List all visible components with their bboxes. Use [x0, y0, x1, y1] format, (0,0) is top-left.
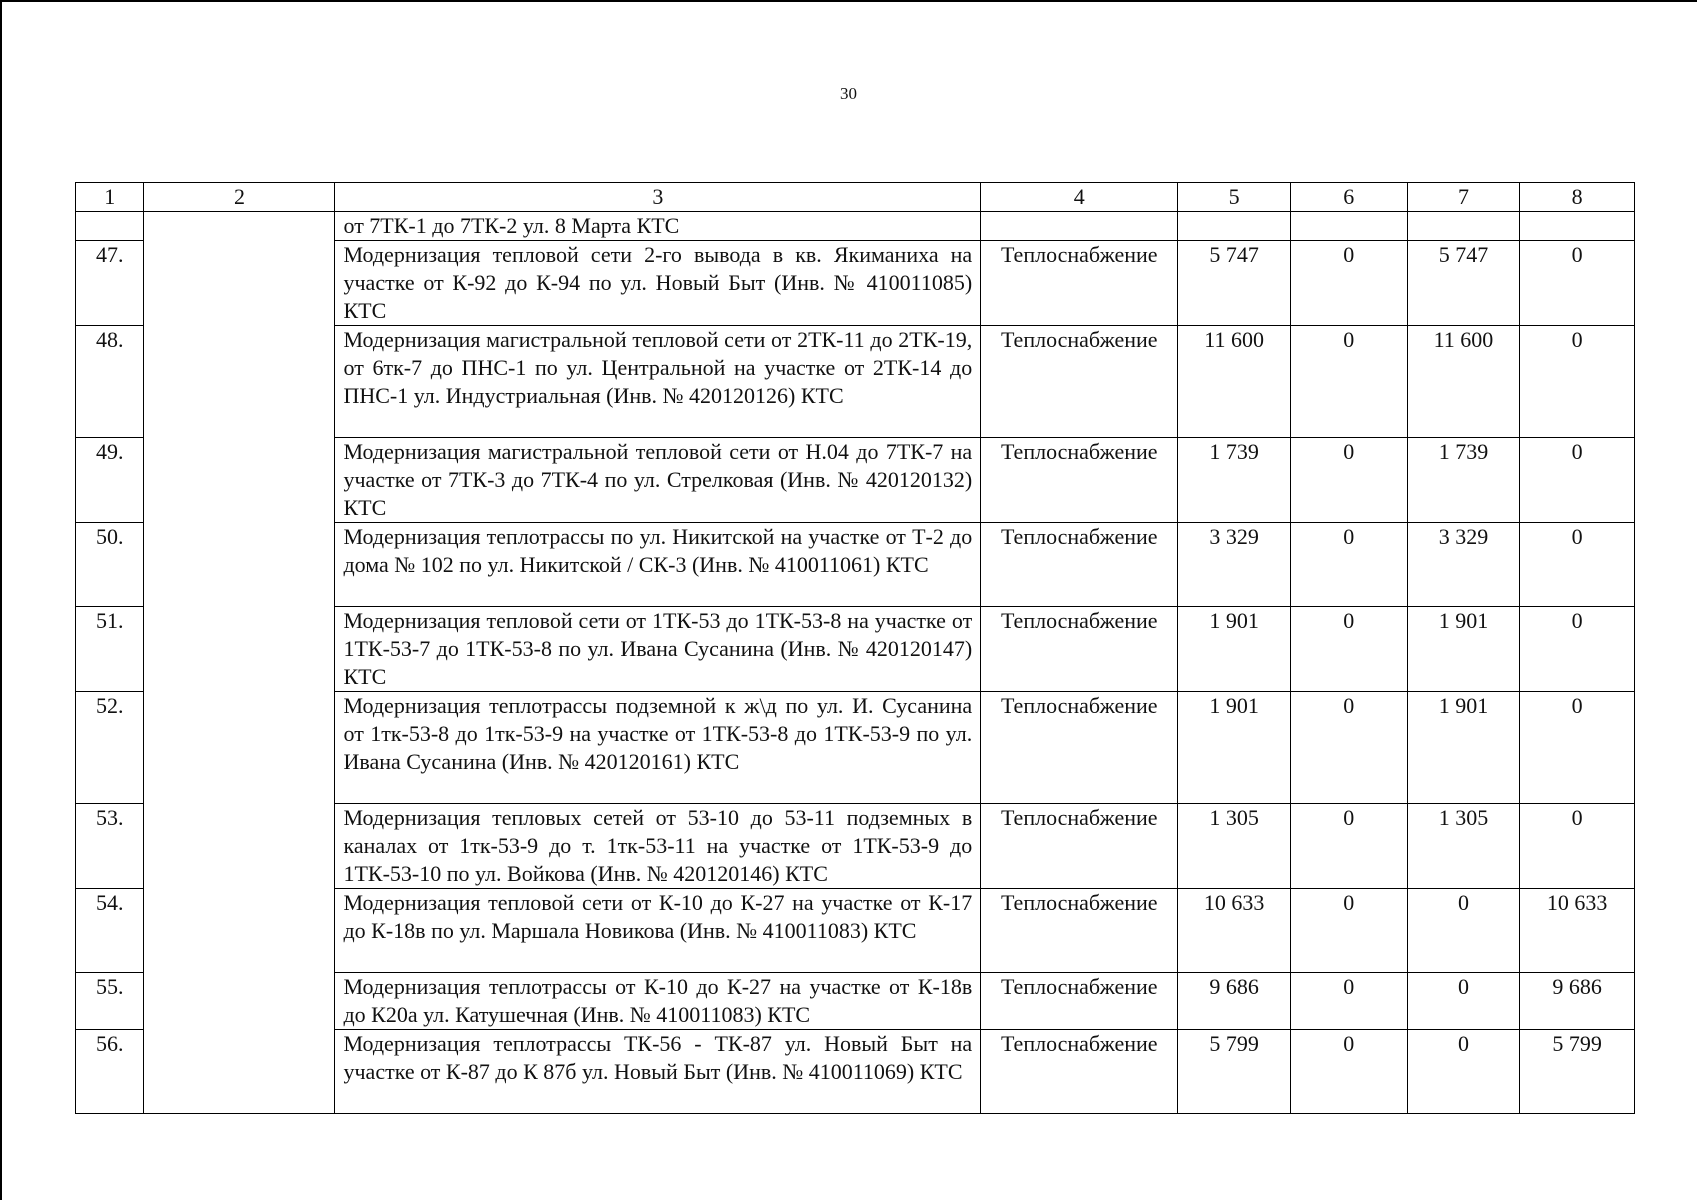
- row-category-cell: Теплоснабжение: [981, 889, 1178, 973]
- header-col-1: 1: [76, 183, 144, 212]
- continuation-num-cell: [76, 212, 144, 241]
- row-col7-cell: 1 901: [1407, 692, 1520, 804]
- row-col7-cell: 0: [1407, 1030, 1520, 1114]
- row-col7-cell: 3 329: [1407, 523, 1520, 607]
- row-number-cell: 52.: [76, 692, 144, 804]
- row-col8-cell: 0: [1520, 326, 1635, 438]
- row-col7-cell: 11 600: [1407, 326, 1520, 438]
- row-col7-cell: 1 305: [1407, 804, 1520, 889]
- row-col5-cell: 1 901: [1178, 607, 1291, 692]
- row-col8-cell: 5 799: [1520, 1030, 1635, 1114]
- row-col8-cell: 0: [1520, 241, 1635, 326]
- row-number-cell: 50.: [76, 523, 144, 607]
- row-description-cell: Модернизация теплотрассы по ул. Никитской на участке от Т-2 до дома № 102 по ул. Никитской / СК-3 (Инв. № 410011061) КТС: [335, 523, 981, 607]
- row-col6-cell: 0: [1290, 973, 1407, 1030]
- row-description-cell: Модернизация магистральной тепловой сети от Н.04 до 7ТК-7 на участке от 7ТК-3 до 7ТК-4 по ул. Стрелковая (Инв. № 420120132) КТС: [335, 438, 981, 523]
- row-col6-cell: 0: [1290, 692, 1407, 804]
- row-description-cell: Модернизация тепловых сетей от 53-10 до 53-11 подземных в каналах от 1тк-53-9 до т. 1тк-53-11 на участке от 1ТК-53-9 до 1ТК-53-10 по ул. Войкова (Инв. № 420120146) КТС: [335, 804, 981, 889]
- row-category-cell: Теплоснабжение: [981, 1030, 1178, 1114]
- continuation-c8-cell: [1520, 212, 1635, 241]
- row-number-cell: 49.: [76, 438, 144, 523]
- row-col7-cell: 0: [1407, 973, 1520, 1030]
- row-col6-cell: 0: [1290, 607, 1407, 692]
- row-number-cell: 51.: [76, 607, 144, 692]
- header-col-8: 8: [1520, 183, 1635, 212]
- group-cell: [144, 212, 335, 1114]
- row-description-cell: Модернизация магистральной тепловой сети от 2ТК-11 до 2ТК-19, от 6тк-7 до ПНС-1 по ул. Центральной на участке от 2ТК-14 до ПНС-1 ул. Индустриальная (Инв. № 420120126) КТС: [335, 326, 981, 438]
- page-edge-top: [0, 0, 1697, 2]
- header-col-6: 6: [1290, 183, 1407, 212]
- row-col8-cell: 9 686: [1520, 973, 1635, 1030]
- row-description-cell: Модернизация тепловой сети 2-го вывода в кв. Якиманиха на участке от К-92 до К-94 по ул. Новый Быт (Инв. № 410011085) КТС: [335, 241, 981, 326]
- row-col8-cell: 0: [1520, 692, 1635, 804]
- row-col5-cell: 3 329: [1178, 523, 1291, 607]
- continuation-row: [76, 212, 1635, 241]
- row-col8-cell: 0: [1520, 438, 1635, 523]
- header-col-7: 7: [1407, 183, 1520, 212]
- row-col6-cell: 0: [1290, 241, 1407, 326]
- row-category-cell: Теплоснабжение: [981, 326, 1178, 438]
- row-category-cell: Теплоснабжение: [981, 438, 1178, 523]
- continuation-c5-cell: [1178, 212, 1291, 241]
- header-col-5: 5: [1178, 183, 1291, 212]
- header-col-4: 4: [981, 183, 1178, 212]
- row-col5-cell: 5 747: [1178, 241, 1291, 326]
- row-number-cell: 55.: [76, 973, 144, 1030]
- row-col5-cell: 5 799: [1178, 1030, 1291, 1114]
- continuation-desc-cell: от 7ТК-1 до 7ТК-2 ул. 8 Марта КТС: [335, 212, 981, 241]
- row-category-cell: Теплоснабжение: [981, 241, 1178, 326]
- row-col6-cell: 0: [1290, 438, 1407, 523]
- row-category-cell: Теплоснабжение: [981, 692, 1178, 804]
- row-category-cell: Теплоснабжение: [981, 607, 1178, 692]
- row-col6-cell: 0: [1290, 523, 1407, 607]
- row-col7-cell: 1 739: [1407, 438, 1520, 523]
- header-col-2: 2: [144, 183, 335, 212]
- continuation-cat-cell: [981, 212, 1178, 241]
- continuation-c6-cell: [1290, 212, 1407, 241]
- row-number-cell: 56.: [76, 1030, 144, 1114]
- row-col8-cell: 0: [1520, 607, 1635, 692]
- row-description-cell: Модернизация тепловой сети от К-10 до К-27 на участке от К-17 до К-18в по ул. Маршала Новикова (Инв. № 410011083) КТС: [335, 889, 981, 973]
- row-col7-cell: 0: [1407, 889, 1520, 973]
- row-number-cell: 48.: [76, 326, 144, 438]
- page-edge-left: [0, 0, 2, 1200]
- row-col6-cell: 0: [1290, 804, 1407, 889]
- row-number-cell: 47.: [76, 241, 144, 326]
- row-col8-cell: 0: [1520, 523, 1635, 607]
- row-col5-cell: 1 305: [1178, 804, 1291, 889]
- header-row: [76, 183, 1635, 212]
- row-description-cell: Модернизация теплотрассы подземной к ж\д по ул. И. Сусанина от 1тк-53-8 до 1тк-53-9 на участке от 1ТК-53-8 до 1ТК-53-9 по ул. Ивана Сусанина (Инв. № 420120161) КТС: [335, 692, 981, 804]
- row-category-cell: Теплоснабжение: [981, 973, 1178, 1030]
- row-description-cell: Модернизация теплотрассы от К-10 до К-27 на участке от К-18в до К20а ул. Катушечная (Инв. № 410011083) КТС: [335, 973, 981, 1030]
- row-col5-cell: 1 739: [1178, 438, 1291, 523]
- row-col5-cell: 9 686: [1178, 973, 1291, 1030]
- row-number-cell: 54.: [76, 889, 144, 973]
- row-col7-cell: 1 901: [1407, 607, 1520, 692]
- row-number-cell: 53.: [76, 804, 144, 889]
- header-col-3: 3: [335, 183, 981, 212]
- row-col8-cell: 0: [1520, 804, 1635, 889]
- row-col6-cell: 0: [1290, 326, 1407, 438]
- row-col6-cell: 0: [1290, 889, 1407, 973]
- row-col7-cell: 5 747: [1407, 241, 1520, 326]
- page-number: 30: [840, 84, 857, 103]
- row-col6-cell: 0: [1290, 1030, 1407, 1114]
- row-col5-cell: 1 901: [1178, 692, 1291, 804]
- investment-program-table: [75, 182, 1635, 1114]
- row-category-cell: Теплоснабжение: [981, 804, 1178, 889]
- row-description-cell: Модернизация тепловой сети от 1ТК-53 до 1ТК-53-8 на участке от 1ТК-53-7 до 1ТК-53-8 по ул. Ивана Сусанина (Инв. № 420120147) КТС: [335, 607, 981, 692]
- row-col8-cell: 10 633: [1520, 889, 1635, 973]
- continuation-c7-cell: [1407, 212, 1520, 241]
- row-col5-cell: 10 633: [1178, 889, 1291, 973]
- row-col5-cell: 11 600: [1178, 326, 1291, 438]
- row-category-cell: Теплоснабжение: [981, 523, 1178, 607]
- row-description-cell: Модернизация теплотрассы ТК-56 - ТК-87 ул. Новый Быт на участке от К-87 до К 87б ул. Новый Быт (Инв. № 410011069) КТС: [335, 1030, 981, 1114]
